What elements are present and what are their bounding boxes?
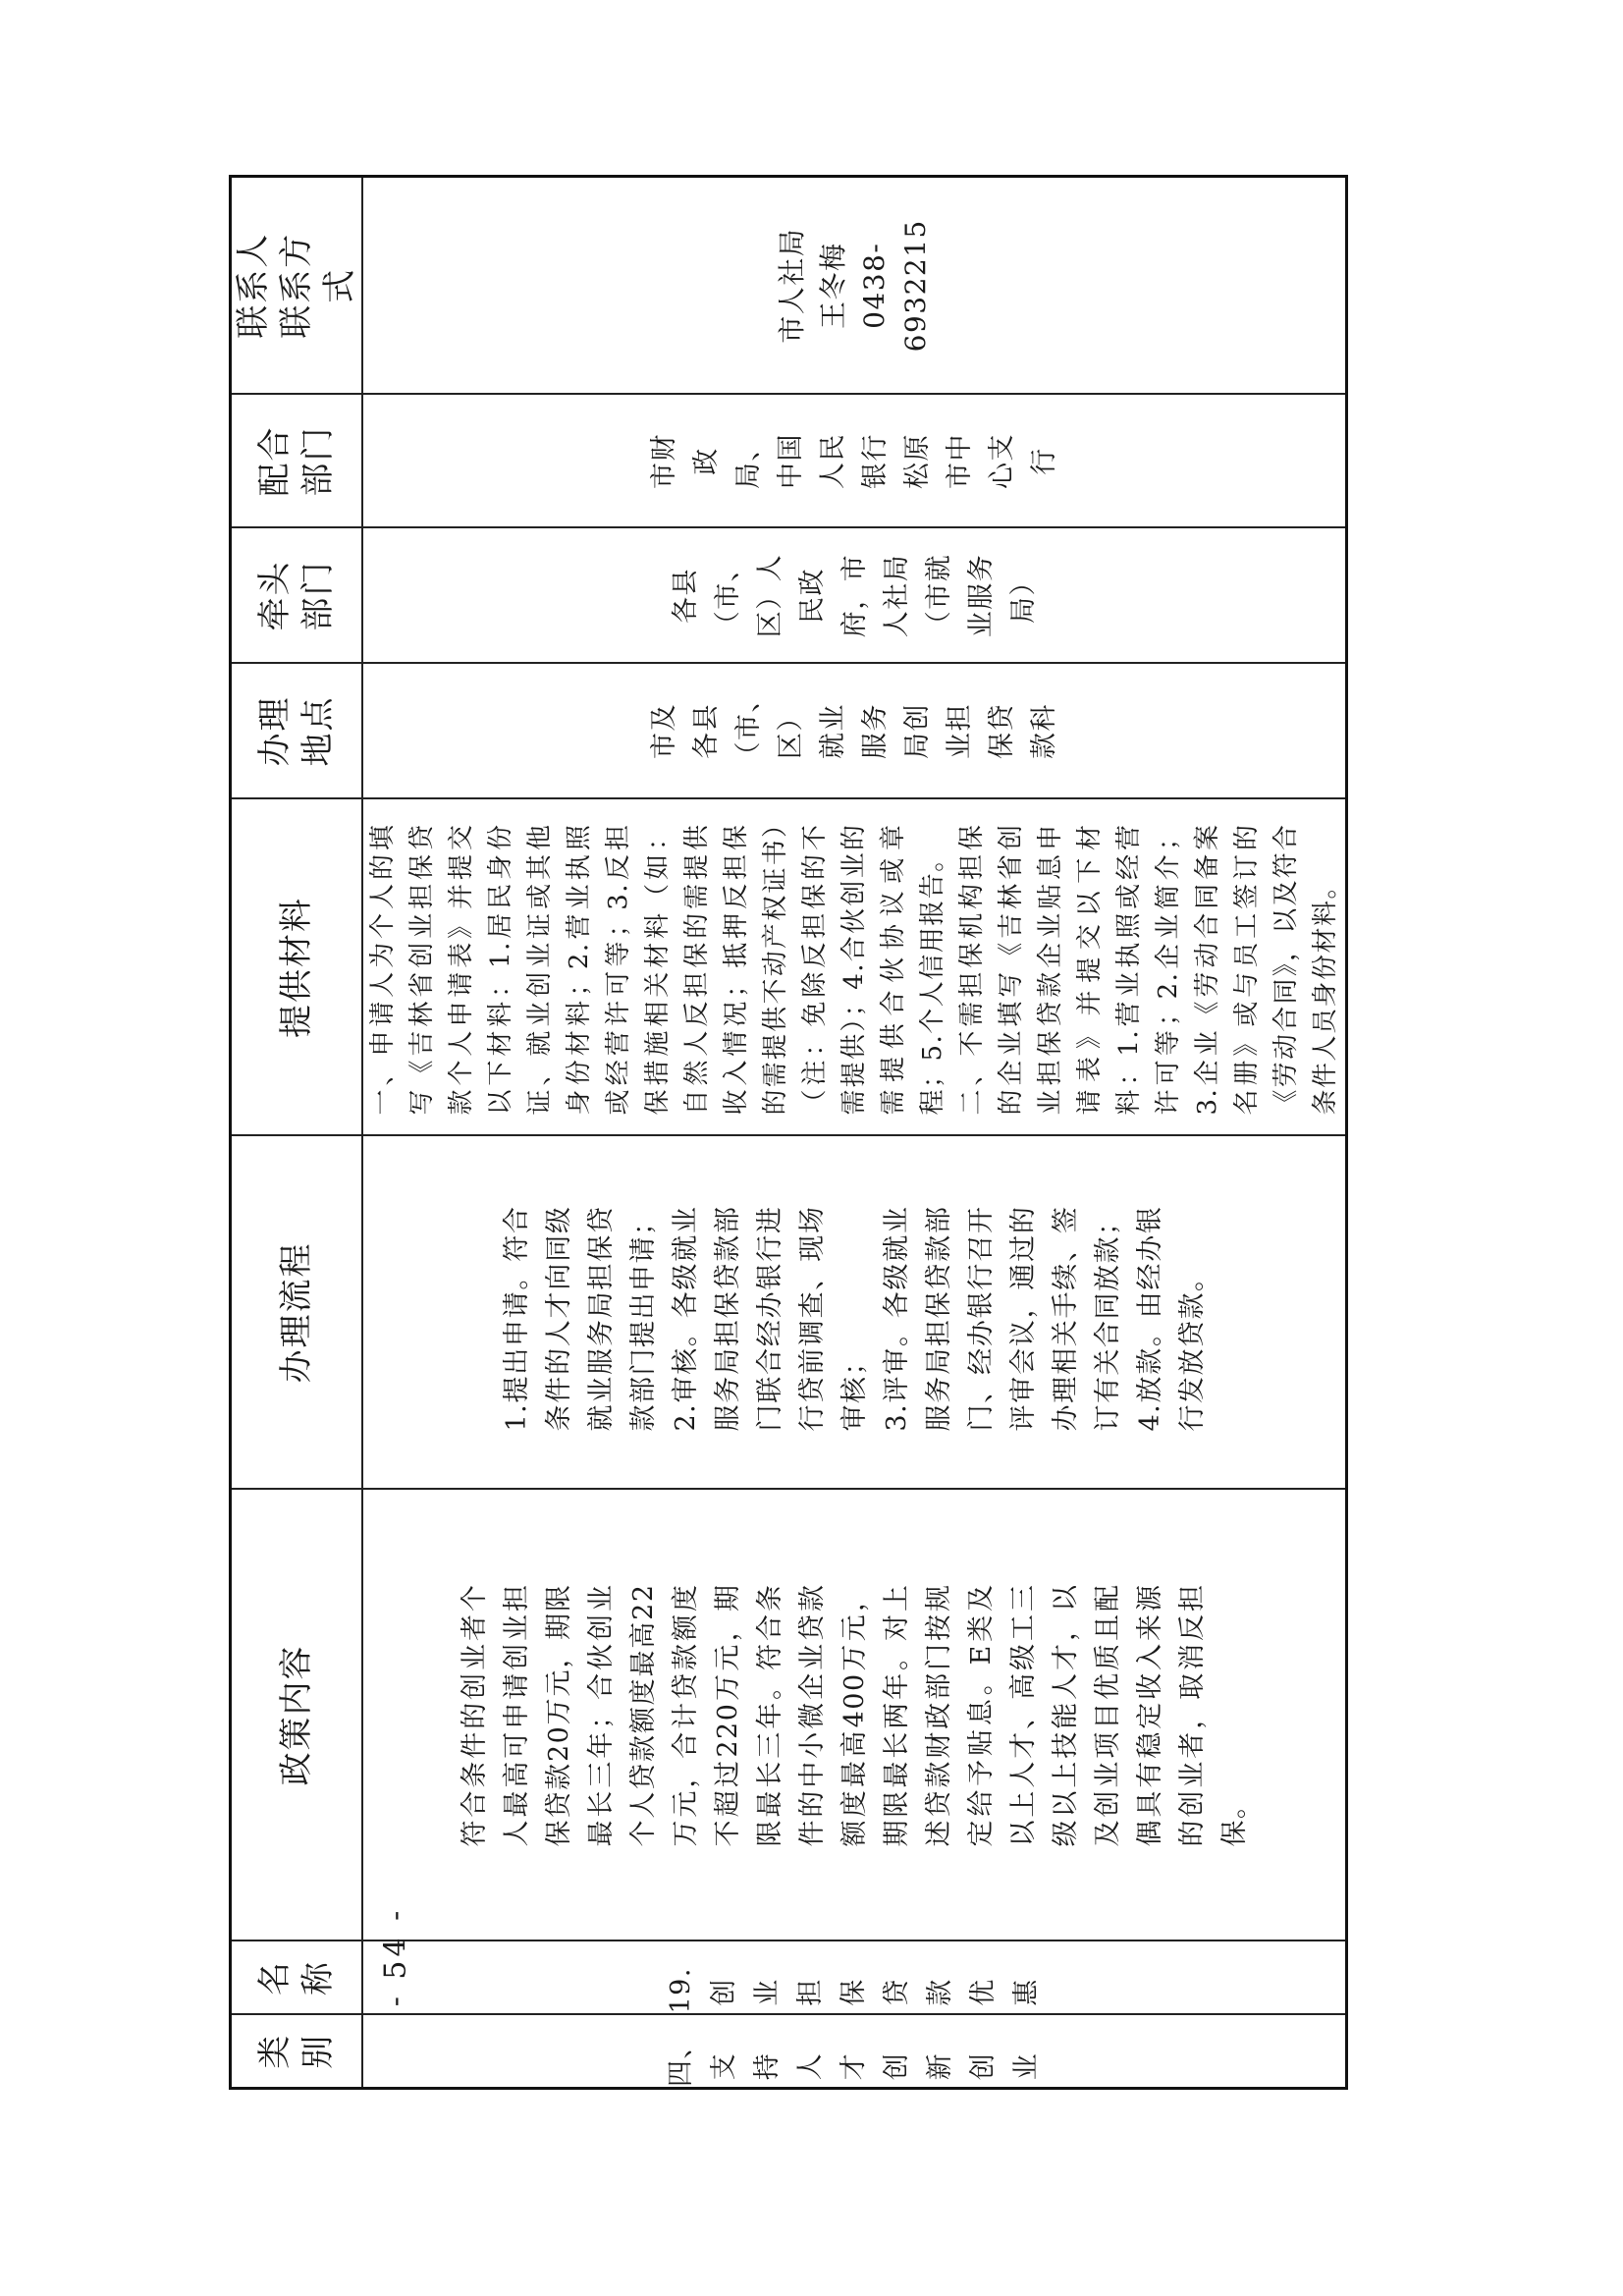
- process-step-1: 1.提出申请。符合条件的人才向同级就业服务局担保贷款部门提出申请；: [501, 1205, 659, 1432]
- header-row: [231, 177, 363, 2089]
- header-lead-dept: 牵头部门: [231, 528, 363, 664]
- landscape-content: [229, 219, 1340, 2090]
- content-cell: [362, 1490, 1347, 1941]
- coop-dept-cell: [362, 395, 1347, 528]
- materials-enterprise: 二、不需担保机构担保的企业填写《吉林省创业担保贷款企业贴息申请表》并提交以下材料：1.营业执照或经营许可等；2.企业简介；3.企业《劳动合同备案名册》或与员工签订的《劳动合同》，以及符合条件人员身份材料。: [957, 823, 1340, 1116]
- lead-dept-cell: [362, 528, 1347, 664]
- contact-person: 王冬梅: [817, 242, 849, 330]
- header-materials: 提供材料: [231, 799, 363, 1136]
- lead-dept-text: 各县（市、区）人民政府，市人社局（市就业服务局）: [670, 553, 1039, 638]
- contact-cell: [362, 177, 1347, 395]
- category-cell: [362, 2015, 1347, 2089]
- policy-name: 19.创业担保贷款优惠: [666, 1967, 1042, 2014]
- location-text: 市及各县（市、区）就业服务局创业担保贷款科: [649, 684, 1059, 769]
- header-contact: 联系人联系方式: [231, 177, 363, 395]
- name-cell: [362, 1941, 1347, 2015]
- coop-dept-text: 市财政局、中国人民银行松原市中心支行: [649, 433, 1059, 489]
- location-cell: [362, 664, 1347, 799]
- header-location: 办理地点: [231, 664, 363, 799]
- header-content: 政策内容: [231, 1490, 363, 1941]
- header-name: 名称: [231, 1941, 363, 2015]
- category-text: 四、支持人才创新创业: [666, 2031, 1042, 2087]
- process-step-3: 3.评审。各级就业服务局担保贷款部门、经办银行召开评审会议，通过的办理相关手续、签订有关合同放款；: [881, 1205, 1123, 1432]
- rotated-page: [229, 219, 1340, 2090]
- materials-individual: 一、申请人为个人的填写《吉林省创业担保贷款个人申请表》并提交以下材料：1.居民身份证、就业创业证或其他身份材料；2.营业执照或经营许可等；3.反担保措施相关材料（如：自然人反担保的需提供收入情况；抵押反担保的需提供不动产权证书）（注：免除反担保的不需提供）；4.合伙创业的需提供合伙协议或章程；5.个人信用报告。: [368, 823, 947, 1116]
- process-step-2: 2.审核。各级就业服务局担保贷款部门联合经办银行进行贷前调查、现场审核；: [670, 1205, 870, 1432]
- policy-table: [229, 175, 1348, 2090]
- header-process: 办理流程: [231, 1136, 363, 1490]
- contact-phone: 6932215: [899, 219, 932, 353]
- page-number: - 54 -: [378, 1906, 413, 2007]
- contact-office: 市人社局: [776, 227, 808, 344]
- contact-area-code: 0438-: [858, 242, 891, 329]
- header-category: 类别: [231, 2015, 363, 2089]
- table-row: [362, 177, 1347, 2089]
- process-cell: [362, 1136, 1347, 1490]
- header-coop-dept: 配合部门: [231, 395, 363, 528]
- policy-content: 符合条件的创业者个人最高可申请创业担保贷款20万元，期限最长三年；合伙创业个人贷款额度最高22万元，合计贷款额度不超过220万元，期限最长三年。符合条件的中小微企业贷款额度最高400万元，期限最长两年。对上述贷款财政部门按规定给予贴息。E类及以上人才、高级工三级以上技能人才，以及创业项目优质且配偶具有稳定收入来源的创业者，取消反担保。: [459, 1583, 1250, 1847]
- materials-cell: [362, 799, 1347, 1136]
- process-step-4: 4.放款。由经办银行发放贷款。: [1134, 1205, 1208, 1432]
